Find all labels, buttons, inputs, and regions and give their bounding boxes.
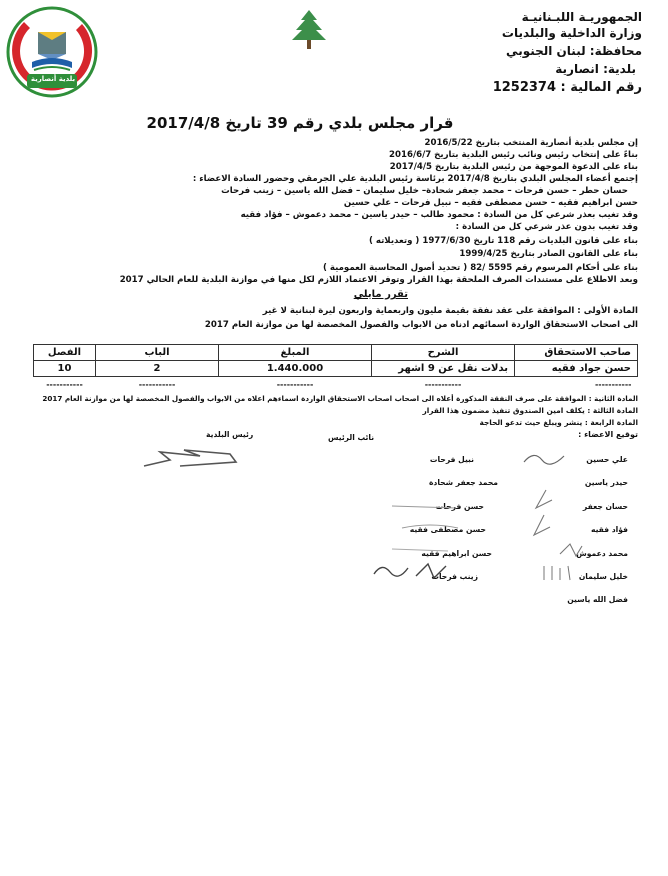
preamble-line: بناء على أحكام المرسوم رقم 5595 /82 ( تحديد أصول المحاسبة العمومية ) [322, 263, 638, 273]
dash-cell: ----------- [46, 380, 83, 389]
header-description: الشرح [372, 345, 515, 361]
municipality-header: بلدية: انصارية [555, 62, 636, 76]
signature-scribble [556, 540, 586, 560]
signature-scribble [390, 500, 460, 514]
preamble-line: وبعد الاطلاع على مستندات الصرف الملحقة بهذا القرار وتوفر الاعتماد اللازم لكل منها في موازنة البلدية للعام الحالي 2017 [119, 275, 638, 285]
signer-name: حسن مصطفى فقيه [409, 525, 486, 534]
preamble-line: بناء على قانون البلديات رقم 118 تاريخ 1977/6/30 ( وتعديلاته ) [368, 236, 638, 246]
signature-scribble [400, 520, 460, 534]
header-section: الفصل [34, 345, 96, 361]
president-signature-scribble [140, 442, 240, 472]
header-chapter: الباب [96, 345, 219, 361]
preamble-line: وقد تغيب بدون عذر شرعي كل من السادة : [455, 222, 638, 232]
ministry-header: وزارة الداخلية والبلديات [501, 26, 642, 40]
signer-name: محمد جعفر شحادة [428, 478, 498, 487]
governorate-header: محافظة: لبنان الجنوبي [506, 44, 642, 58]
preamble-line: إن مجلس بلدية أنصارية المنتخب بتاريخ 2016/5/22 [424, 138, 638, 148]
signer-name: حيدر ياسين [584, 478, 628, 487]
preamble-line: وقد تغيب بعذر شرعي كل من السادة : محمود طالب – حيدر ياسين – محمد دعموش – فؤاد فقيه [240, 210, 638, 220]
signer-name: حسن فرحات [435, 502, 484, 511]
dash-cell: ----------- [138, 380, 176, 389]
preamble-line: حسان حطر – حسن فرحات – محمد جعفر شحادة– خليل سليمان – فضل الله ياسين – زينب فرحات [221, 186, 628, 196]
table-row [34, 361, 638, 377]
article-four: المادة الرابعة : ينشر ويبلغ حيث تدعو الحاجة [479, 418, 638, 427]
allocation-table [33, 344, 638, 392]
preamble-line: بناء على القانون الصادر بتاريخ 1999/4/25 [459, 249, 638, 259]
dash-cell: ----------- [276, 380, 314, 389]
signer-name: علي حسين [586, 455, 628, 464]
article-three: المادة الثالثة : يكلف امين الصندوق تنفيذ مضمون هذا القرار [422, 406, 638, 415]
dash-cell: ----------- [594, 380, 632, 389]
vice-president-label: نائب الرئيس [328, 433, 375, 442]
article-two: المادة الثانية : الموافقة على صرف النفقة المذكورة أعلاه الى اصحاب اصحاب الاستحقاق الواردة اسماءهم اعلاه من الابواب والفصول المخصصة لها من موازنة العام 2017 [42, 394, 638, 403]
preamble-line: بناء على الدعوة الموجهة من رئيس البلدية بتاريخ 2017/4/5 [389, 162, 638, 172]
signer-name: نبيل فرحات [429, 455, 474, 464]
signer-name: فؤاد فقيه [590, 525, 628, 534]
signer-name: حسن ابراهيم فقيه [421, 549, 492, 558]
cedar-emblem [286, 8, 332, 52]
signature-scribble [520, 448, 570, 470]
header-amount: المبلغ [219, 345, 372, 361]
signature-scribble [540, 562, 580, 584]
article-one-line: المادة الأولى : الموافقة على عقد نفقة بقيمة مليون واربعماية واربعون ليرة لبنانية لا غير [262, 306, 638, 316]
article-one-line: الى اصحاب الاستحقاق الواردة اسمائهم ادناه من الابواب والفصول المخصصة لها من موازنة العام 2017 [204, 320, 638, 330]
cell-amount: 1.440.000 [219, 361, 372, 377]
signer-name: حسان جعفر [582, 502, 628, 511]
header-beneficiary: صاحب الاستحقاق [515, 345, 638, 361]
signature-scribble [524, 513, 554, 537]
signer-name: فضل الله ياسين [567, 595, 628, 604]
signer-name: محمد دعموش [576, 549, 628, 558]
members-signature-label: توقيع الاعضاء : [578, 430, 638, 439]
signature-scribble [528, 488, 558, 512]
logo-text: بلدية أنصارية [30, 75, 76, 83]
preamble-line: حسن ابراهيم فقيه – حسن مصطفى فقيه – نبيل فرحات – علي حسين [343, 198, 638, 208]
preamble-line: إجتمع أعضاء المجلس البلدي بتاريخ 2017/4/8 برئاسة رئيس البلدية علي الجرمقي وحضور السادة الاعضاء : [192, 174, 638, 184]
preamble-line: بناءً على إنتخاب رئيس ونائب رئيس البلدية بتاريخ 2016/6/7 [389, 150, 638, 160]
president-label: رئيس البلدية [206, 430, 254, 439]
cell-description: بدلات نقل عن 9 اشهر [372, 361, 515, 377]
signer-name: زينب فرحات [431, 572, 478, 581]
table-header-row [34, 345, 638, 361]
dash-cell: ----------- [424, 380, 462, 389]
cell-beneficiary: حسن جواد فقيه [515, 361, 638, 377]
signature-scribble [368, 556, 458, 586]
signature-scribble [390, 543, 450, 557]
cell-chapter: 2 [96, 361, 219, 377]
financial-number: رقم المالية : 1252374 [492, 80, 642, 95]
signer-name: خليل سليمان [578, 572, 628, 581]
dashes-row [34, 377, 638, 393]
republic-header: الجمهوريـة اللبـنانيـة [521, 10, 642, 24]
cell-section: 10 [34, 361, 96, 377]
decision-title: قرار مجلس بلدي رقم 39 تاريخ 2017/4/8 [146, 114, 454, 132]
municipality-logo [2, 2, 102, 102]
decides-heading: تقرر مايلي [353, 289, 408, 300]
